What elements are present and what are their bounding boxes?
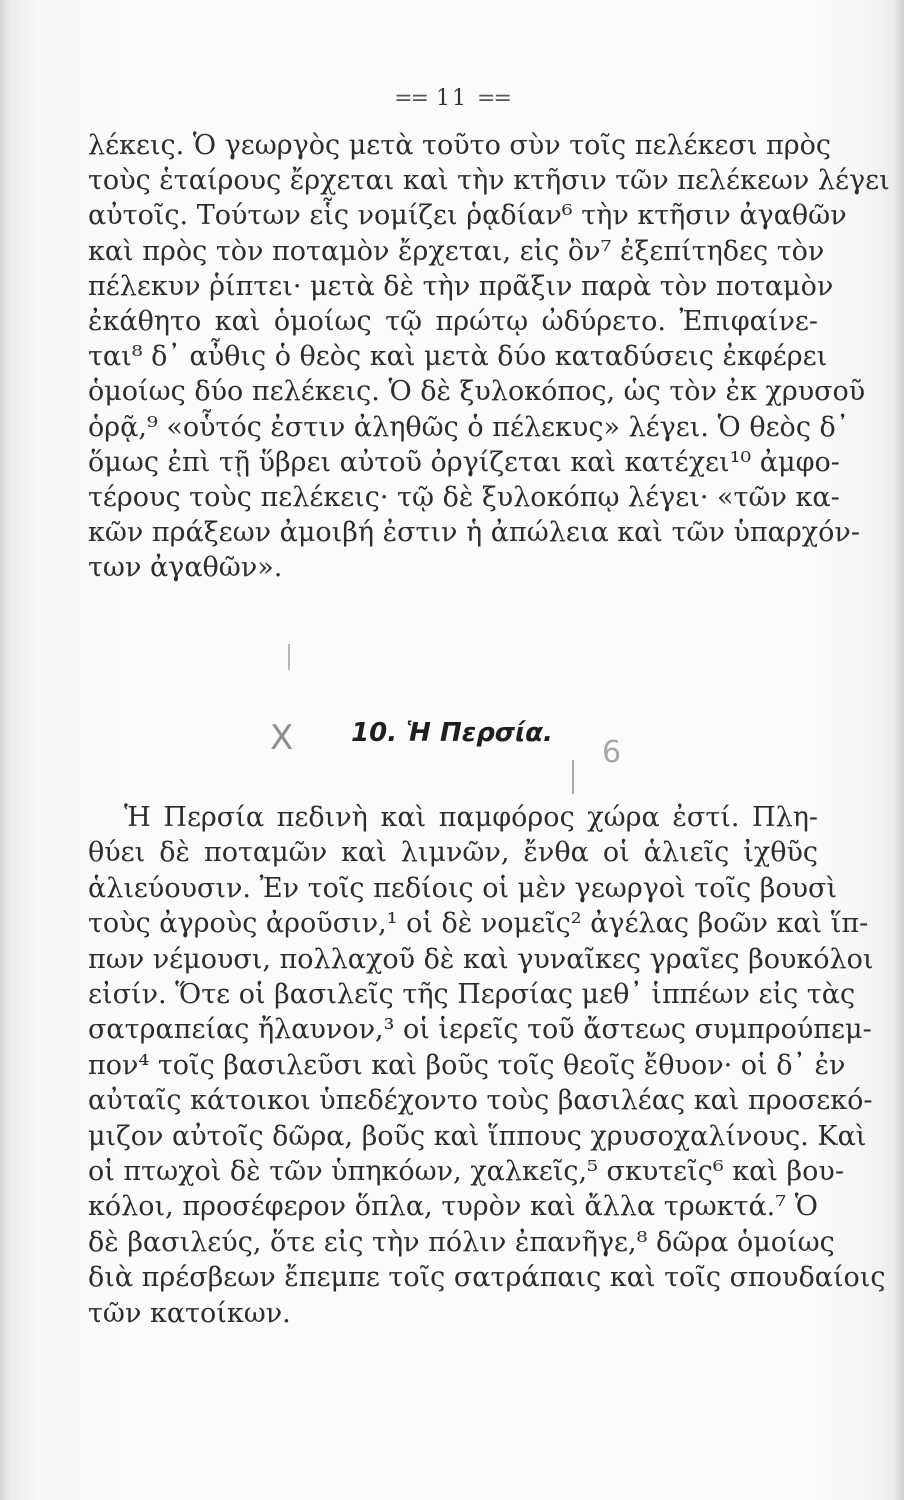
paragraph-one-line: καὶ πρὸς τὸν ποταμὸν ἔρχεται, εἰς ὃν⁷ ἐξεπίτηδες τὸν — [88, 235, 825, 267]
paragraph-one-line: αὐτοῖς. Τούτων εἷς νομίζει ῥᾳδίαν⁶ τὴν κτῆσιν ἀγαθῶν — [88, 200, 847, 232]
paragraph-one-line: ἐκάθητο καὶ ὁμοίως τῷ πρώτῳ ὠδύρετο. Ἐπιφαίνε- — [88, 306, 818, 338]
paragraph-one — [88, 128, 890, 586]
page-number-left-ornament: = — [394, 86, 411, 111]
left-page-edge-shadow — [0, 0, 10, 1500]
paragraph-two-line: πων νέμουσι, πολλαχοῦ δὲ καὶ γυναῖκες γραῖες βουκόλοι — [88, 943, 874, 975]
paragraph-two-line: οἱ πτωχοὶ δὲ τῶν ὑπηκόων, χαλκεῖς,⁵ σκυτεῖς⁶ καὶ βου- — [88, 1156, 844, 1188]
paragraph-two-line: θύει δὲ ποταμῶν καὶ λιμνῶν, ἔνθα οἱ ἁλιεῖς ἰχθῦς — [88, 837, 818, 869]
paragraph-two-line: αὐταῖς κάτοικοι ὑπεδέχοντο τοὺς βασιλέας καὶ προσεκό- — [88, 1085, 873, 1117]
paragraph-one-line: ὅμως ἐπὶ τῇ ὕβρει αὐτοῦ ὀργίζεται καὶ κατέχει¹⁰ ἀμφο- — [88, 446, 840, 478]
paragraph-two-line: ἁλιεύουσιν. Ἐν τοῖς πεδίοις οἱ μὲν γεωργοὶ τοῖς βουσὶ — [88, 872, 838, 904]
paragraph-two-line: τοὺς ἀγροὺς ἀροῦσιν,¹ οἱ δὲ νομεῖς² ἀγέλας βοῶν καὶ ἵπ- — [88, 908, 869, 940]
paragraph-two-line: Ἡ Περσία πεδινὴ καὶ παμφόρος χώρα ἐστί. Πλη- — [124, 802, 818, 833]
pencil-number-mark: 6 — [602, 735, 622, 770]
right-page-edge-shadow — [894, 0, 904, 1500]
paragraph-two — [88, 800, 886, 1331]
paragraph-one-line: τέρους τοὺς πελέκεις· τῷ δὲ ξυλοκόπῳ λέγει· «τῶν κα- — [88, 482, 840, 514]
paragraph-one-line: των ἀγαθῶν». — [88, 552, 283, 584]
paragraph-two-line: διὰ πρέσβεων ἔπεμπε τοῖς σατράπαις καὶ τοῖς σπουδαίοις — [88, 1262, 886, 1294]
paragraph-one-line: ὁμοίως δύο πελέκεις. Ὁ δὲ ξυλοκόπος, ὡς τὸν ἐκ χρυσοῦ — [88, 376, 866, 408]
paragraph-two-line: μιζον αὐτοῖς δῶρα, βοῦς καὶ ἵππους χρυσοχαλίνους. Καὶ — [88, 1120, 867, 1152]
pencil-tick-mark — [572, 760, 574, 794]
page-number-right-ornament-2: = — [493, 86, 510, 111]
page-number-left-ornament-2: = — [410, 86, 427, 111]
page-number-header — [0, 86, 904, 111]
paragraph-one-line: πέλεκυν ῥίπτει· μετὰ δὲ τὴν πρᾶξιν παρὰ τὸν ποταμὸν — [88, 270, 834, 302]
page-number-right-ornament: = — [477, 86, 494, 111]
paragraph-two-line: εἰσίν. Ὅτε οἱ βασιλεῖς τῆς Περσίας μεθ᾿ ἱππέων εἰς τὰς — [88, 979, 856, 1011]
pencil-x-mark: X — [270, 718, 294, 758]
page-number: 11 — [436, 86, 468, 111]
section-heading: 10. Ἡ Περσία. — [351, 718, 553, 748]
paragraph-one-line: κῶν πράξεων ἀμοιβή ἐστιν ἡ ἀπώλεια καὶ τῶν ὑπαρχόν- — [88, 517, 860, 549]
paragraph-two-line: κόλοι, προσέφερον ὅπλα, τυρὸν καὶ ἄλλα τρωκτά.⁷ Ὁ — [88, 1191, 818, 1223]
pencil-stroke-mark — [288, 644, 290, 670]
paragraph-one-line: τοὺς ἑταίρους ἔρχεται καὶ τὴν κτῆσιν τῶν πελέκεων λέγει — [88, 165, 890, 197]
paragraph-two-line: τῶν κατοίκων. — [88, 1297, 291, 1329]
paragraph-two-line: δὲ βασιλεύς, ὅτε εἰς τὴν πόλιν ἐπανῆγε,⁸ δῶρα ὁμοίως — [88, 1226, 835, 1258]
paragraph-one-line: ται⁸ δ᾿ αὖθις ὁ θεὸς καὶ μετὰ δύο καταδύσεις ἐκφέρει — [88, 341, 828, 373]
paragraph-two-line: σατραπείας ἤλαυνον,³ οἱ ἱερεῖς τοῦ ἄστεως συμπρούπεμ- — [88, 1014, 872, 1046]
paragraph-one-line: ὁρᾷ,⁹ «οὗτός ἐστιν ἀληθῶς ὁ πέλεκυς» λέγει. Ὁ θεὸς δ᾿ — [88, 411, 850, 443]
paragraph-two-line: πον⁴ τοῖς βασιλεῦσι καὶ βοῦς τοῖς θεοῖς ἔθυον· οἱ δ᾿ ἐν — [88, 1049, 846, 1081]
paragraph-one-line: λέκεις. Ὁ γεωργὸς μετὰ τοῦτο σὺν τοῖς πελέκεσι πρὸς — [88, 130, 832, 161]
